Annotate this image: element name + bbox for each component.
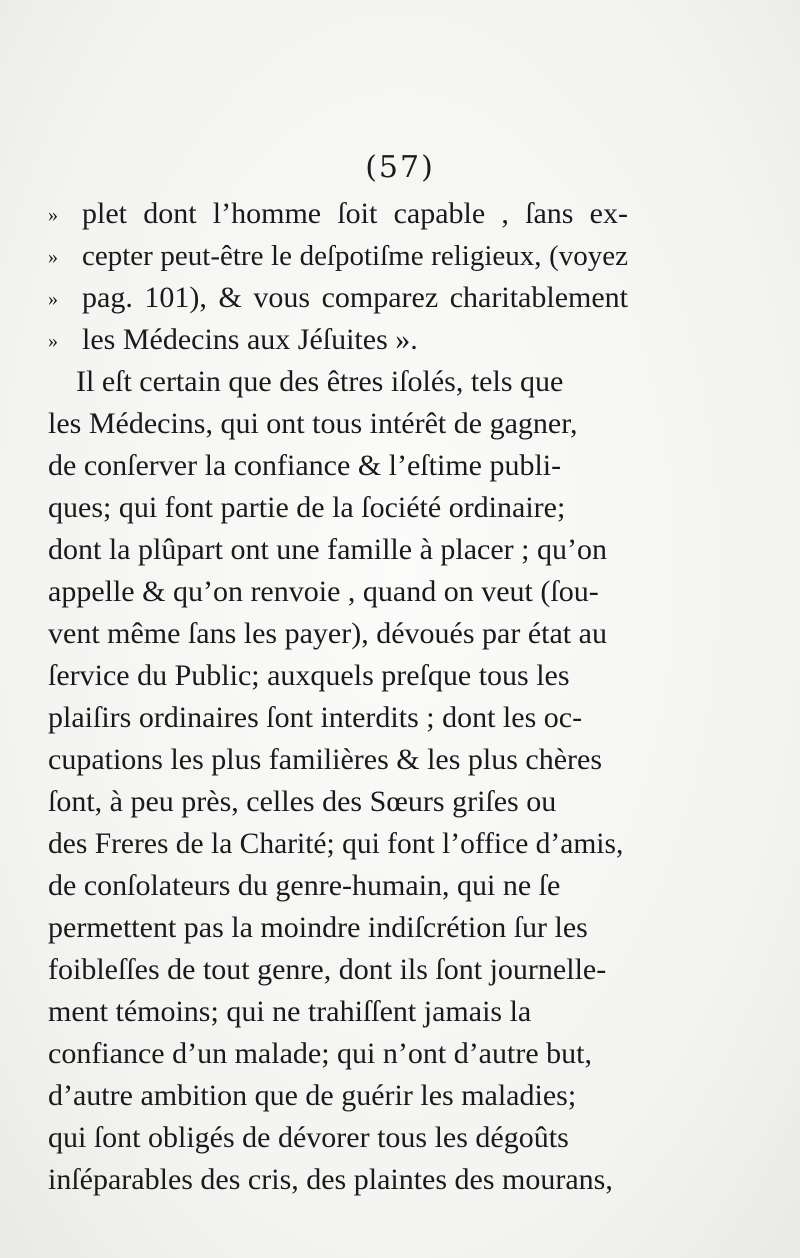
line-text: foibleſſes de tout genre, dont ils ſont journelle- xyxy=(48,953,607,986)
text-line xyxy=(48,907,628,949)
line-text: permettent pas la moindre indiſcrétion ſur les xyxy=(48,911,588,944)
line-text: les Médecins aux Jéſuites ». xyxy=(82,323,418,356)
line-text: qui ſont obligés de dévorer tous les dégoûts xyxy=(48,1121,569,1154)
text-line xyxy=(48,277,628,319)
line-text: ſont, à peu près, celles des Sœurs griſes ou xyxy=(48,785,557,818)
line-text: pag. 101), & vous comparez charitablement xyxy=(82,281,628,314)
line-text: de conſolateurs du genre-humain, qui ne ſe xyxy=(48,869,561,902)
text-line xyxy=(48,781,628,823)
quote-mark: » xyxy=(48,246,58,268)
line-text: inſéparables des cris, des plaintes des mourans, xyxy=(48,1163,613,1196)
text-line xyxy=(48,949,628,991)
text-line xyxy=(48,1159,628,1201)
page-number: (57) xyxy=(365,150,435,185)
text-line xyxy=(48,865,628,907)
quote-mark: » xyxy=(48,288,58,310)
line-text: les Médecins, qui ont tous intérêt de gagner, xyxy=(48,407,578,440)
text-line xyxy=(48,529,628,571)
line-text: vent même ſans les payer), dévoués par état au xyxy=(48,617,607,650)
line-text: Il eſt certain que des êtres iſolés, tels que xyxy=(76,365,564,398)
line-text: de conſerver la confiance & l’eſtime publi- xyxy=(48,449,562,482)
body-text xyxy=(48,193,628,1201)
line-text: ſervice du Public; auxquels preſque tous les xyxy=(48,659,570,692)
line-text: plet dont l’homme ſoit capable , ſans ex- xyxy=(82,197,628,230)
text-line xyxy=(48,1033,628,1075)
text-line xyxy=(48,739,628,781)
text-line xyxy=(48,361,628,403)
line-text: des Freres de la Charité; qui font l’office d’amis, xyxy=(48,828,624,860)
line-text: cupations les plus familières & les plus chères xyxy=(48,743,603,776)
text-line xyxy=(48,235,628,277)
text-line xyxy=(48,403,628,445)
text-line xyxy=(48,697,628,739)
line-text: d’autre ambition que de guérir les maladies; xyxy=(48,1079,577,1112)
text-line xyxy=(48,445,628,487)
line-text: plaiſirs ordinaires ſont interdits ; dont les oc- xyxy=(48,701,583,734)
text-line xyxy=(48,1075,628,1117)
line-text: ment témoins; qui ne trahiſſent jamais la xyxy=(48,995,532,1028)
line-text: confiance d’un malade; qui n’ont d’autre but, xyxy=(48,1037,592,1070)
line-text: cepter peut-être le deſpotiſme religieux, (voyez xyxy=(82,240,628,272)
text-line xyxy=(48,487,628,529)
text-line xyxy=(48,319,628,361)
text-line xyxy=(48,193,628,235)
line-text: ques; qui font partie de la ſociété ordinaire; xyxy=(48,491,566,524)
quote-mark: » xyxy=(48,204,58,226)
text-line xyxy=(48,1117,628,1159)
text-line xyxy=(48,823,628,865)
quote-mark: » xyxy=(48,330,58,352)
line-text: dont la plûpart ont une famille à placer ; qu’on xyxy=(48,533,607,566)
text-line xyxy=(48,571,628,613)
text-line xyxy=(48,655,628,697)
text-line xyxy=(48,613,628,655)
line-text: appelle & qu’on renvoie , quand on veut (ſou- xyxy=(48,575,599,608)
text-line xyxy=(48,991,628,1033)
